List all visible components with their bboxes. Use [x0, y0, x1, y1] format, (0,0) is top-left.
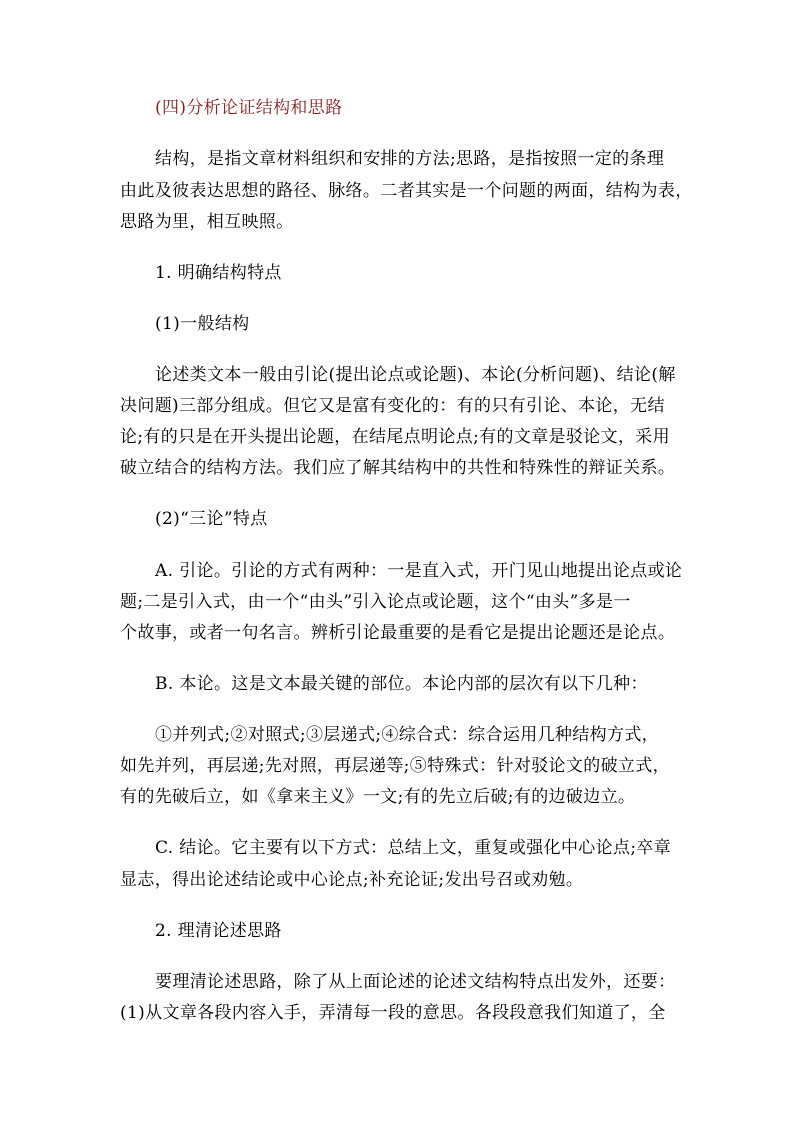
- section-title: (四)分析论证结构和思路: [155, 98, 343, 118]
- paragraph-line: ①并列式;②对照式;③层递式;④综合式：综合运用几种结构方式，: [155, 725, 660, 745]
- paragraph-line: A. 引论。引论的方式有两种：一是直入式，开门见山地提出论点或论: [155, 561, 683, 581]
- paragraph-line: C. 结论。它主要有以下方式：总结上文，重复或强化中心论点;卒章: [155, 838, 672, 858]
- paragraph-line: 有的先破后立，如《拿来主义》一文;有的先立后破;有的边破边立。: [120, 787, 636, 807]
- paragraph-line: B. 本论。这是文本最关键的部位。本论内部的层次有以下几种：: [155, 674, 648, 694]
- paragraph-line: 论;有的只是在开头提出论题，在结尾点明论点;有的文章是驳论文，采用: [120, 427, 671, 447]
- paragraph-line: 破立结合的结构方法。我们应了解其结构中的共性和特殊性的辩证关系。: [120, 458, 676, 478]
- subheading: (1)一般结构: [155, 314, 250, 334]
- paragraph-line: (1)从文章各段内容入手，弄清每一段的意思。各段段意我们知道了，全: [120, 1003, 666, 1023]
- paragraph-line: 要理清论述思路，除了从上面论述的论述文结构特点出发外，还要：: [155, 972, 676, 992]
- paragraph-line: 个故事，或者一句名言。辨析引论最重要的是看它是提出论题还是论点。: [120, 623, 676, 643]
- paragraph-line: 决问题)三部分组成。但它又是富有变化的：有的只有引论、本论，无结: [120, 396, 665, 416]
- subheading: (2)“三论”特点: [155, 509, 268, 529]
- paragraph-line: 思路为里，相互映照。: [120, 212, 294, 232]
- subheading: 2. 理清论述思路: [155, 921, 282, 941]
- paragraph-line: 如先并列，再层递;先对照，再层递等;⑤特殊式：针对驳论文的破立式，: [120, 756, 671, 776]
- paragraph-line: 论述类文本一般由引论(提出论点或论题)、本论(分析问题)、结论(解: [155, 365, 676, 385]
- subheading: 1. 明确结构特点: [155, 263, 282, 283]
- paragraph-line: 由此及彼表达思想的路径、脉络。二者其实是一个问题的两面，结构为表，: [120, 181, 693, 201]
- paragraph-line: 题;二是引入式，由一个“由头”引入论点或论题，这个“由头”多是一: [120, 592, 631, 612]
- paragraph-line: 显志，得出论述结论或中心论点;补充论证;发出号召或劝勉。: [120, 870, 584, 890]
- paragraph-line: 结构，是指文章材料组织和安排的方法;思路，是指按照一定的条理: [155, 149, 665, 169]
